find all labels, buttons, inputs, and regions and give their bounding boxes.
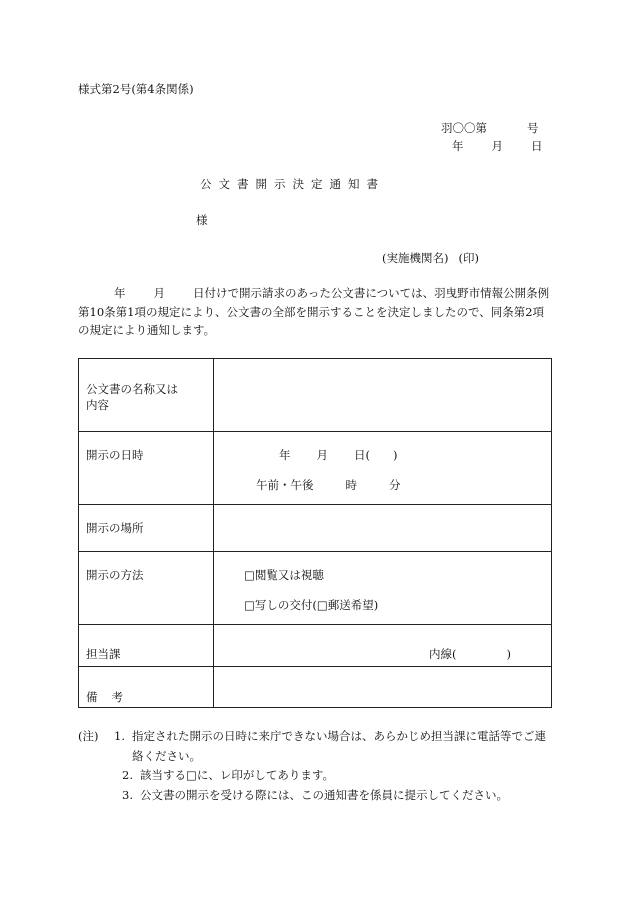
section-label: 担当課 <box>79 625 214 667</box>
document-title: 公文書開示決定通知書 <box>200 177 385 191</box>
table-row-document-name <box>79 359 552 432</box>
body-line2: 第10条第1項の規定により、公文書の全部を開示することを決定しましたので、同条第2項 <box>78 304 545 319</box>
body-line1: 日付けで開示請求のあった公文書については、羽曳野市情報公開条例 <box>193 286 550 300</box>
disclosure-date: 年 月 日( ) <box>279 448 398 462</box>
method-option-viewing-checkbox[interactable]: □閲覧又は視聴 <box>244 568 324 582</box>
place-value[interactable] <box>214 505 552 552</box>
document-number-prefix: 羽〇〇第 <box>441 121 487 135</box>
extension-number: 内線( ) <box>429 647 511 661</box>
datetime-label: 開示の日時 <box>79 432 214 505</box>
body-paragraph <box>78 284 556 340</box>
issuer <box>382 250 479 266</box>
method-option-copy-checkbox[interactable]: □写しの交付(□郵送希望) <box>244 598 379 612</box>
date-month: 月 <box>491 139 503 153</box>
note-item-2: 2. 該当する□に、レ印がしてあります。 <box>122 768 334 782</box>
document-name-label: 公文書の名称又は 内容 <box>79 359 214 432</box>
note-item-1-continuation: 絡ください。 <box>132 748 201 763</box>
issuer-name: (実施機関名) <box>382 251 449 265</box>
body-year: 年 <box>114 286 126 300</box>
table-row-place <box>79 505 552 552</box>
addressee-suffix: 様 <box>196 213 208 227</box>
note-item-3: 3. 公文書の開示を受ける際には、この通知書を係員に提示してください。 <box>122 787 508 802</box>
form-label: 様式第2号(第4条関係) <box>78 82 194 96</box>
table-row-method <box>79 552 552 625</box>
document-number-suffix: 号 <box>527 121 539 135</box>
notes-heading: (注) <box>78 729 99 743</box>
table-row-section <box>79 625 552 667</box>
document-number <box>441 120 539 136</box>
date-year: 年 <box>452 139 464 153</box>
notes <box>78 727 546 805</box>
disclosure-time: 午前・午後 時 分 <box>256 478 401 492</box>
remarks-value[interactable] <box>214 667 552 708</box>
section-value[interactable] <box>214 625 552 667</box>
document-date <box>452 138 543 154</box>
body-line3: の規定により通知します。 <box>78 323 216 337</box>
datetime-value[interactable] <box>214 432 552 505</box>
document-name-value[interactable] <box>214 359 552 432</box>
method-label: 開示の方法 <box>79 552 214 625</box>
remarks-label: 備考 <box>79 667 214 708</box>
body-month: 月 <box>153 286 165 300</box>
place-label: 開示の場所 <box>79 505 214 552</box>
date-day: 日 <box>531 139 543 153</box>
note-item-1: (注) 1. 指定された開示の日時に来庁できない場合は、あらかじめ担当課に電話等でご連 <box>78 727 546 747</box>
table-row-remarks <box>79 667 552 708</box>
table-row-datetime <box>79 432 552 505</box>
disclosure-info-table <box>78 358 552 708</box>
seal-mark: (印) <box>458 251 479 265</box>
method-value <box>214 552 552 625</box>
